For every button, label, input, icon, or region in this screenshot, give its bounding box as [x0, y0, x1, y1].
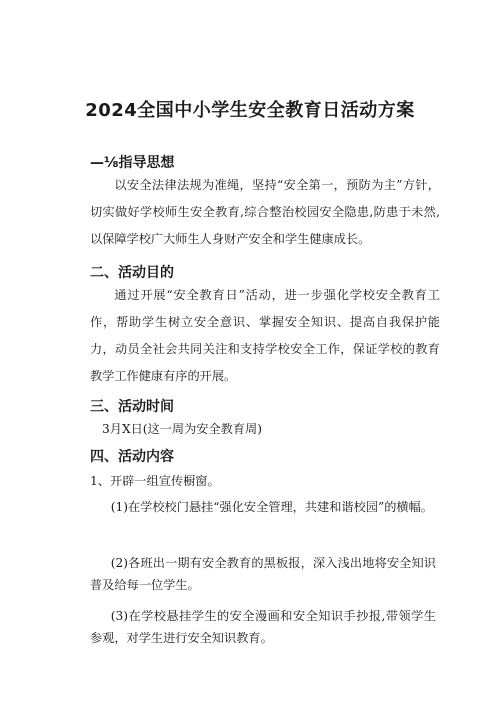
content-item-2: (2)各班出一期有安全教育的黑板报，深入浅出地将安全知识普及给每一位学生。: [90, 556, 436, 592]
section-body-time: 3月X日(这一周为安全教育周): [102, 422, 263, 436]
section-heading-purpose: 二、活动目的: [90, 265, 174, 281]
content-item-3: (3)在学校悬挂学生的安全漫画和安全知识手抄报,带领学生参观，对学生进行安全知识教育。: [90, 609, 436, 645]
content-intro: 1、开辟一组宣传橱窗。: [90, 474, 220, 488]
section-heading-guiding-ideology: —⅛指导思想: [90, 155, 175, 171]
content-item-1: (1)在学校校门悬挂“强化安全管理，共建和谐校园”的横幅。: [110, 500, 433, 514]
document-title: 2024全国中小学生安全教育日活动方案: [85, 100, 415, 121]
section-heading-content: 四、活动内容: [90, 449, 174, 465]
section-heading-time: 三、活动时间: [90, 399, 174, 415]
section-body-guiding-ideology: 以安全法律法规为准绳，坚持“安全第一，预防为主”方针，切实做好学校师生安全教育,综合整治校园安全隐患,防患于未然,以保障学校广大师生人身财产安全和学生健康成长。: [90, 178, 440, 246]
section-body-purpose: 通过开展“安全教育日”活动，进一步强化学校安全教育工作，帮助学生树立安全意识、掌握安全知识、提高自我保护能力，动员全社会共同关注和支持学校安全工作，保证学校的教育教学工作健康有序的开展。: [90, 288, 440, 383]
